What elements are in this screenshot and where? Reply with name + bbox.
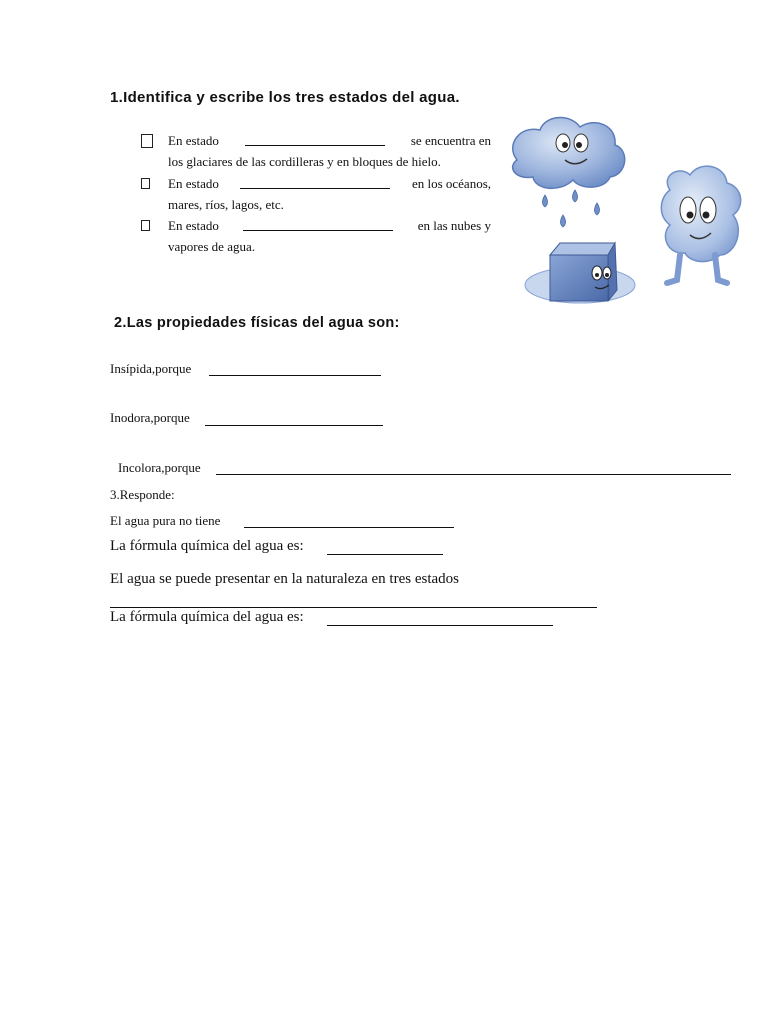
checkbox-icon[interactable] bbox=[141, 134, 153, 148]
states-list bbox=[141, 130, 491, 257]
item-prefix: En estado bbox=[168, 176, 219, 191]
incolora-answer-line[interactable] bbox=[216, 474, 731, 475]
section3-title: 3.Responde: bbox=[110, 487, 175, 502]
ice-cube-character-icon bbox=[525, 243, 635, 303]
question-chemical-formula-2: La fórmula química del agua es: bbox=[110, 609, 304, 625]
item-continuation: los glaciares de las cordilleras y en bloques de hielo. bbox=[168, 154, 441, 169]
list-item bbox=[141, 215, 491, 257]
water-blob-character-icon bbox=[661, 166, 740, 283]
pure-water-answer-line[interactable] bbox=[244, 527, 454, 528]
rain-drops-icon bbox=[543, 190, 600, 227]
checkbox-icon[interactable] bbox=[141, 178, 150, 189]
item-prefix: En estado bbox=[168, 218, 219, 233]
item-suffix: en las nubes y bbox=[417, 218, 491, 233]
section2-title: 2.Las propiedades físicas del agua son: bbox=[114, 315, 400, 331]
section1-title: 1.Identifica y escribe los tres estados del agua. bbox=[110, 89, 460, 106]
item-continuation: vapores de agua. bbox=[168, 239, 255, 254]
answer-blank[interactable] bbox=[240, 173, 390, 189]
answer-blank[interactable] bbox=[243, 215, 393, 231]
item-prefix: En estado bbox=[168, 133, 219, 148]
list-item bbox=[141, 130, 491, 173]
question-pure-water: El agua pura no tiene bbox=[110, 513, 221, 528]
item-suffix: en los océanos, bbox=[411, 176, 491, 191]
question-three-states: El agua se puede presentar en la naturaleza en tres estados bbox=[110, 571, 459, 587]
question-chemical-formula: La fórmula química del agua es: bbox=[110, 538, 304, 554]
inodora-answer-line[interactable] bbox=[205, 425, 383, 426]
incolora-label: Incolora,porque bbox=[118, 460, 201, 475]
checkbox-icon[interactable] bbox=[141, 220, 150, 231]
water-states-illustration bbox=[505, 115, 755, 320]
inodora-label: Inodora,porque bbox=[110, 410, 190, 425]
three-states-answer-line[interactable] bbox=[110, 607, 597, 608]
item-suffix: se encuentra en bbox=[410, 133, 491, 148]
formula-answer-line[interactable] bbox=[327, 554, 443, 555]
insipida-label: Insípida,porque bbox=[110, 361, 192, 376]
insipida-answer-line[interactable] bbox=[209, 375, 381, 376]
answer-blank[interactable] bbox=[245, 130, 385, 146]
item-continuation: mares, ríos, lagos, etc. bbox=[168, 197, 284, 212]
list-item bbox=[141, 173, 491, 215]
formula-answer-line-2[interactable] bbox=[327, 625, 553, 626]
cloud-character-icon bbox=[513, 118, 625, 189]
